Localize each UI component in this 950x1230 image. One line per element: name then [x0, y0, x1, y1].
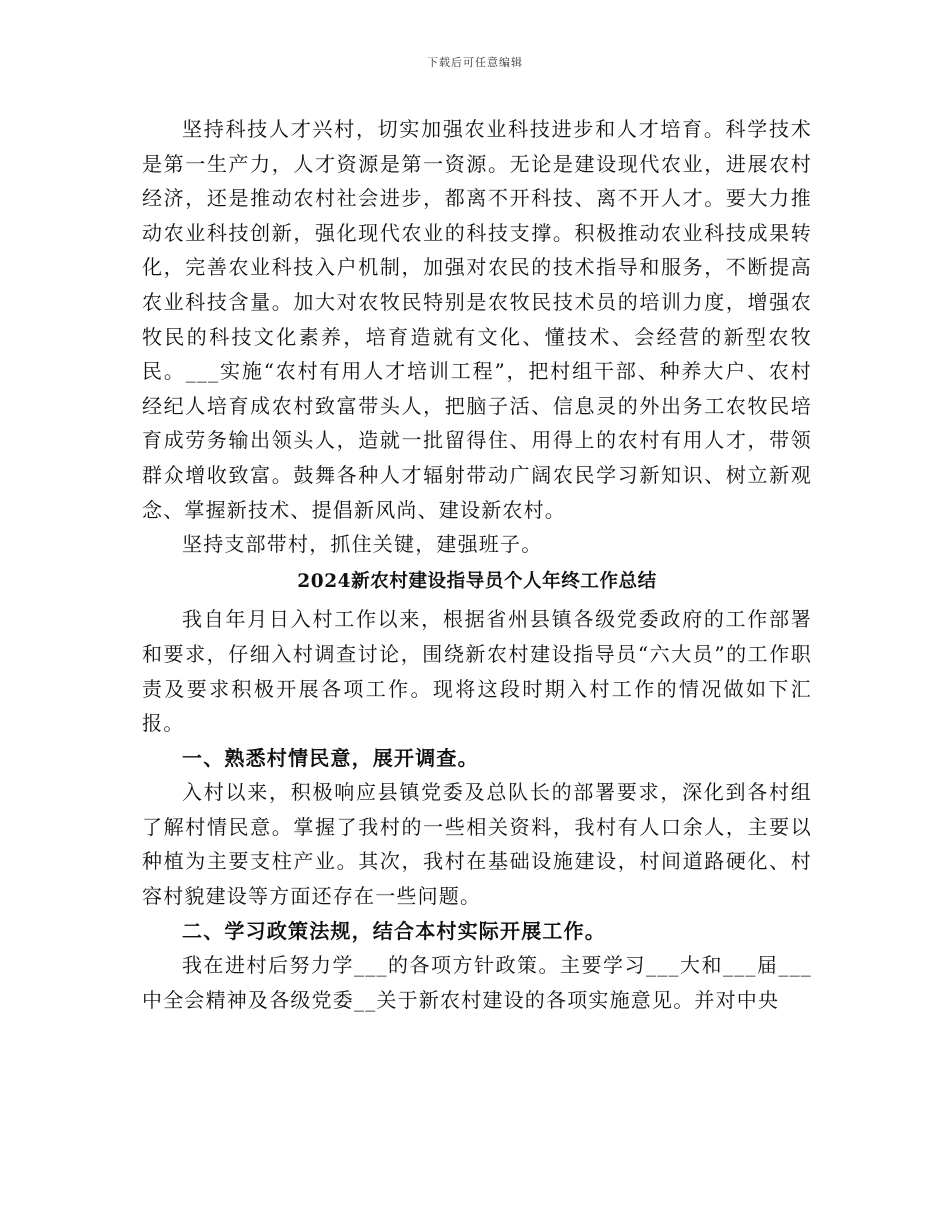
paragraph-policy-study: 我在进村后努力学___的各项方针政策。主要学习___大和___届___中全会精神及各级党委__关于新农村建设的各项实施意见。并对中央: [142, 953, 812, 1012]
section-heading-2: 二、学习政策法规，结合本村实际开展工作。: [182, 918, 606, 943]
paragraph-intro: 我自年月日入村工作以来，根据省州县镇各级党委政府的工作部署和要求，仔细入村调查讨论，围绕新农村建设指导员“六大员”的工作职责及要求积极开展各项工作。现将这段时期入村工作的情况做如下汇报。: [142, 607, 812, 736]
paragraph-branch-leadership: 坚持支部带村，抓住关键，建强班子。: [182, 532, 543, 557]
page-header-note: 下载后可任意编辑: [427, 56, 523, 69]
document-title: 2024新农村建设指导员个人年终工作总结: [297, 570, 657, 592]
paragraph-village-survey: 入村以来，积极响应县镇党委及总队长的部署要求，深化到各村组了解村情民意。掌握了我村的一些相关资料，我村有人口余人，主要以种植为主要支柱产业。其次，我村在基础设施建设，村间道路硬化、村容村貌建设等方面还存在一些问题。: [142, 780, 812, 909]
document-body: [142, 112, 812, 1017]
section-heading-1: 一、熟悉村情民意，展开调查。: [182, 745, 479, 770]
paragraph-tech-talent: 坚持科技人才兴村，切实加强农业科技进步和人才培育。科学技术是第一生产力，人才资源是第一资源。无论是建设现代农业，进展农村经济，还是推动农村社会进步，都离不开科技、离不开人才。要大力推动农业科技创新，强化现代农业的科技支撑。积极推动农业科技成果转化，完善农业科技入户机制，加强对农民的技术指导和服务，不断提高农业科技含量。加大对农牧民特别是农牧民技术员的培训力度，增强农牧民的科技文化素养，培育造就有文化、懂技术、会经营的新型农牧民。___实施“农村有用人才培训工程”，把村组干部、种养大户、农村经纪人培育成农村致富带头人，把脑子活、信息灵的外出务工农牧民培育成劳务输出领头人，造就一批留得住、用得上的农村有用人才，带领群众增收致富。鼓舞各种人才辐射带动广阔农民学习新知识、树立新观念、掌握新技术、提倡新风尚、建设新农村。: [142, 117, 812, 522]
